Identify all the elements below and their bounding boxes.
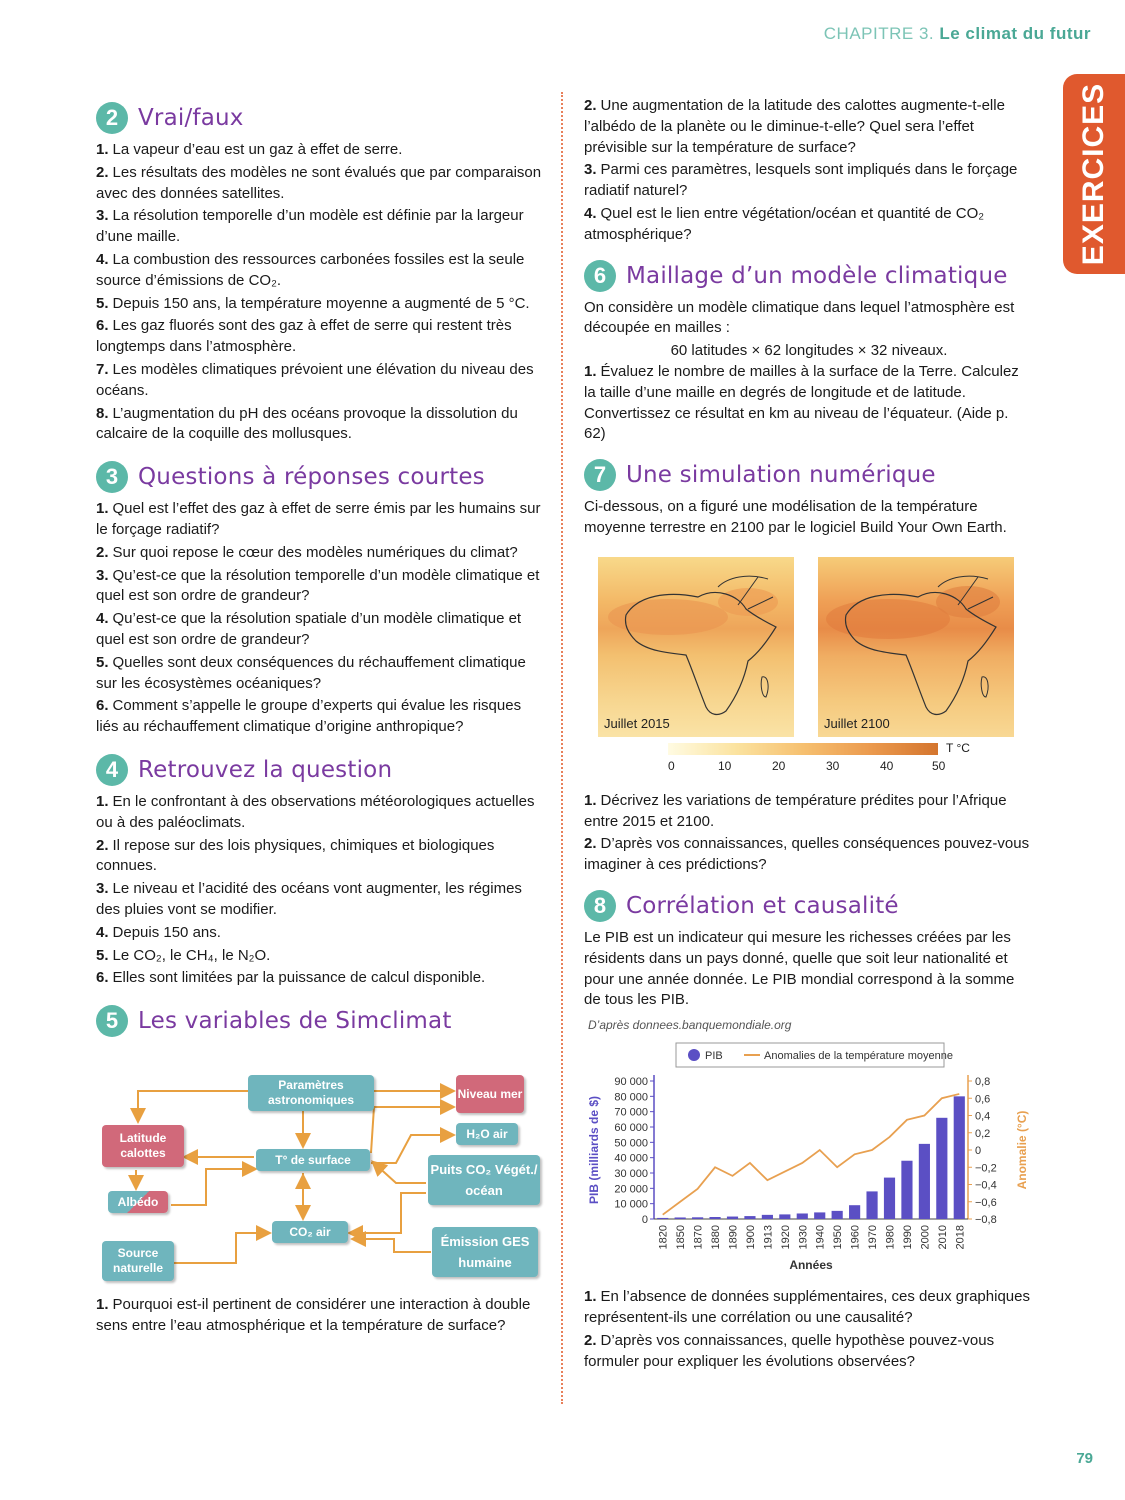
bar-pib xyxy=(657,1218,668,1219)
section-number-badge: 3 xyxy=(96,461,128,493)
africa-map-2015 xyxy=(598,557,794,737)
x-tick-label: 1880 xyxy=(710,1225,723,1250)
y-right-tick-label: −0,6 xyxy=(975,1196,997,1209)
section-2-list xyxy=(96,140,546,445)
bar-pib xyxy=(709,1217,720,1219)
list-item: 1. En l’absence de données supplémentaires, ces deux graphiques représentent-ils une corrélation ou une causalité? xyxy=(584,1288,1030,1326)
bar-pib xyxy=(936,1118,947,1219)
bar-pib xyxy=(849,1205,860,1219)
list-item: 2. Il repose sur des lois physiques, chimiques et biologiques connues. xyxy=(96,836,495,875)
legend-anomaly-label: Anomalies de la température moyenne xyxy=(764,1050,953,1063)
list-item: 3. Parmi ces paramètres, lesquels sont impliqués dans le forçage radiatif naturel? xyxy=(584,161,1018,200)
x-tick-label: 1850 xyxy=(675,1225,688,1250)
list-item: 2. D’après vos connaissances, quelles conséquences pouvez-vous imaginer à ces prédictions? xyxy=(584,835,1030,874)
section-title: Vrai/faux xyxy=(138,105,244,131)
arrow-puits-tsurf xyxy=(374,1163,426,1183)
section-number-badge: 6 xyxy=(584,260,616,292)
y-right-axis-label: Anomalie (°C) xyxy=(1015,1110,1029,1190)
scale-tick: 0 xyxy=(668,758,675,773)
list-item: 4. Depuis 150 ans. xyxy=(96,923,221,941)
arrow-source-co2 xyxy=(166,1233,268,1263)
x-tick-label: 2000 xyxy=(919,1225,932,1250)
bar-pib xyxy=(919,1144,930,1219)
scale-tick: 30 xyxy=(826,758,840,773)
bar-pib xyxy=(727,1217,738,1219)
y-left-tick-label: 10 000 xyxy=(614,1198,648,1211)
map-2100-label: Juillet 2100 xyxy=(824,715,890,731)
x-tick-label: 1980 xyxy=(884,1225,897,1250)
scale-unit: T °C xyxy=(946,740,970,755)
section-5-heading xyxy=(96,1005,546,1037)
exercices-tab-label: EXERCICES xyxy=(1077,82,1110,266)
section-title: Questions à réponses courtes xyxy=(138,464,485,491)
scale-tick: 10 xyxy=(718,758,732,773)
list-item: 4. Quel est le lien entre végétation/océan et quantité de CO₂ atmosphérique? xyxy=(584,204,985,243)
x-tick-label: 1913 xyxy=(762,1225,775,1250)
section-title: Maillage d’un modèle climatique xyxy=(626,262,1008,289)
simclimat-diagram xyxy=(96,1045,546,1285)
section-6-heading xyxy=(584,260,1034,292)
bar-pib xyxy=(762,1215,773,1219)
section-title: Corrélation et causalité xyxy=(626,892,899,919)
map-2015-label: Juillet 2015 xyxy=(604,715,670,731)
y-right-tick-label: 0,6 xyxy=(975,1093,991,1106)
section-5-continued-list xyxy=(584,96,1034,246)
list-item: 1. La vapeur d’eau est un gaz à effet de serre. xyxy=(96,141,403,158)
list-item: 2. Une augmentation de la latitude des calottes augmente-t-elle l’albédo de la planète ou le diminue-t-elle? Quel sera l’effet prévisible sur la température de surface? xyxy=(584,97,1005,156)
node-emission-ges: Émission GES humaine xyxy=(432,1227,538,1277)
x-tick-label: 1820 xyxy=(657,1225,670,1250)
scale-tick: 40 xyxy=(880,758,894,773)
temperature-maps xyxy=(584,549,1034,785)
section-7-heading xyxy=(584,459,1034,491)
section-6-intro: On considère un modèle climatique dans lequel l’atmosphère est découpée en mailles : xyxy=(584,298,1015,337)
x-tick-label: 1870 xyxy=(692,1225,705,1250)
list-item: 4. Qu’est-ce que la résolution spatiale d’un modèle climatique et quel est son ordre de grandeur? xyxy=(96,610,522,648)
list-item: 3. Le niveau et l’acidité des océans vont augmenter, les régimes des pluies vont se modifier. xyxy=(96,880,522,918)
node-niveau-mer: Niveau mer xyxy=(456,1075,524,1113)
africa-map-2100 xyxy=(818,557,1014,737)
map-juillet-2100 xyxy=(818,557,1014,737)
y-left-tick-label: 80 000 xyxy=(614,1091,648,1104)
bar-pib xyxy=(954,1096,965,1219)
list-item: 4. La combustion des ressources carbonées fossiles est la seule source d’émissions de CO₂. xyxy=(96,250,525,289)
y-left-tick-label: 90 000 xyxy=(614,1076,648,1089)
node-temperature-surface: T° de surface xyxy=(256,1149,370,1171)
exercices-tab xyxy=(1063,74,1125,274)
section-number-badge: 2 xyxy=(96,102,128,134)
bar-pib xyxy=(832,1211,843,1219)
x-tick-label: 1900 xyxy=(744,1225,757,1250)
section-6-formula: 60 latitudes × 62 longitudes × 32 niveaux. xyxy=(670,342,948,360)
left-column xyxy=(96,96,546,1339)
bar-pib xyxy=(814,1213,825,1220)
y-right-tick-label: 0,8 xyxy=(975,1076,991,1089)
list-item: 6. Les gaz fluorés sont des gaz à effet de serre qui restent très longtemps dans l’atmosphère. xyxy=(96,317,512,356)
bar-pib xyxy=(744,1216,755,1219)
y-right-tick-label: 0,4 xyxy=(975,1110,991,1123)
x-tick-label: 1920 xyxy=(779,1225,792,1250)
list-item: 6. Comment s’appelle le groupe d’experts qui évalue les risques liés au réchauffement climatique d’origine anthropique? xyxy=(96,697,522,736)
node-parametres-astronomiques: Paramètres astronomiques xyxy=(248,1075,374,1111)
section-3-list xyxy=(96,499,546,738)
scale-tick: 20 xyxy=(772,758,786,773)
chapter-header xyxy=(824,24,1091,44)
bar-pib xyxy=(797,1214,808,1220)
temperature-color-scale xyxy=(668,743,938,755)
line-anomaly xyxy=(663,1094,960,1215)
y-left-axis-label: PIB (milliards de $) xyxy=(587,1096,601,1205)
y-left-tick-label: 0 xyxy=(641,1214,648,1227)
section-2-heading xyxy=(96,102,546,134)
scale-tick: 50 xyxy=(932,758,946,773)
section-title: Une simulation numérique xyxy=(626,462,936,489)
pib-chart-svg xyxy=(584,1017,1034,1279)
right-column xyxy=(584,96,1034,1374)
chart-source: D’après donnees.banquemondiale.org xyxy=(588,1018,792,1033)
x-tick-label: 1970 xyxy=(867,1225,880,1250)
list-item: 5. Le CO₂, le CH₄, le N₂O. xyxy=(96,946,271,964)
list-item: 5. Quelles sont deux conséquences du réchauffement climatique sur les écosystèmes océaniques? xyxy=(96,653,526,692)
x-tick-label: 2018 xyxy=(954,1225,967,1250)
y-left-tick-label: 60 000 xyxy=(614,1122,648,1135)
node-latitude-calottes: Latitude calottes xyxy=(102,1125,184,1167)
node-h2o-air: H₂O air xyxy=(456,1123,518,1145)
section-8-heading xyxy=(584,890,1034,922)
arrow-emission-co2 xyxy=(354,1239,431,1252)
bar-pib xyxy=(901,1161,912,1219)
map-juillet-2015 xyxy=(598,557,794,737)
bar-pib xyxy=(692,1217,703,1219)
section-8-intro: Le PIB est un indicateur qui mesure les richesses créées par les résidents dans un pays donné, quelle que soit leur nationalité et pour une année donnée. Le PIB mondial correspond à la somme de tous les PIB. xyxy=(584,928,1015,1009)
y-right-tick-label: −0,2 xyxy=(975,1162,997,1175)
chapter-title: Le climat du futur xyxy=(939,24,1091,43)
x-tick-label: 1950 xyxy=(832,1225,845,1250)
y-right-tick-label: 0,2 xyxy=(975,1127,991,1140)
page-number: 79 xyxy=(1076,1450,1093,1467)
y-left-tick-label: 70 000 xyxy=(614,1106,648,1119)
x-tick-label: 1890 xyxy=(727,1225,740,1250)
y-left-tick-label: 40 000 xyxy=(614,1152,648,1165)
y-left-tick-label: 30 000 xyxy=(614,1168,648,1181)
list-item: 2. D’après vos connaissances, quelle hypothèse pouvez-vous formuler pour expliquer les évolutions observées? xyxy=(584,1331,995,1370)
list-item: 2. Sur quoi repose le cœur des modèles numériques du climat? xyxy=(96,543,518,561)
list-item: 6. Elles sont limitées par la puissance de calcul disponible. xyxy=(96,969,486,987)
y-left-tick-label: 50 000 xyxy=(614,1137,648,1150)
list-item: 1. En le confrontant à des observations météorologiques actuelles ou à des paléoclimats. xyxy=(96,792,535,831)
pib-chart xyxy=(584,1017,1034,1279)
list-item: 2. Les résultats des modèles ne sont évalués que par comparaison avec des données satellites. xyxy=(96,163,542,202)
list-item: 1. Pourquoi est-il pertinent de considérer une interaction à double sens entre l’eau atmosphérique et la température de surface? xyxy=(96,1296,531,1334)
arrow-param-latitude xyxy=(138,1091,248,1120)
bar-pib xyxy=(884,1178,895,1219)
chapter-label: CHAPITRE 3. xyxy=(823,24,935,43)
section-7-list xyxy=(584,791,1034,876)
node-co2-air: CO₂ air xyxy=(272,1221,348,1243)
column-divider xyxy=(561,92,563,1404)
section-title: Les variables de Simclimat xyxy=(138,1008,452,1035)
y-right-tick-label: 0 xyxy=(975,1145,982,1158)
list-item: 1. Décrivez les variations de température prédites pour l’Afrique entre 2015 et 2100. xyxy=(584,791,1007,830)
arrow-puits-co2 xyxy=(351,1193,426,1233)
arrow-tsurf-niveau xyxy=(371,1107,452,1153)
list-item: 1. Évaluez le nombre de mailles à la surface de la Terre. Calculez la taille d’une maille en degrés de longitude et de latitude. Convertissez ce résultat en km au niveau de l’équateur. (Aide p. 62) xyxy=(584,362,1019,443)
section-3-heading xyxy=(96,461,546,493)
y-right-tick-label: −0,4 xyxy=(975,1179,997,1192)
list-item: 7. Les modèles climatiques prévoient une élévation du niveau des océans. xyxy=(96,360,534,399)
section-7-intro: Ci-dessous, on a figuré une modélisation de la température moyenne terrestre en 2100 par le logiciel Build Your Own Earth. xyxy=(584,498,1007,536)
section-title: Retrouvez la question xyxy=(138,756,393,783)
y-left-tick-label: 20 000 xyxy=(614,1183,648,1196)
legend-pib-label: PIB xyxy=(705,1050,723,1063)
node-source-naturelle: Source naturelle xyxy=(102,1241,174,1281)
node-albedo: Albédo xyxy=(108,1191,168,1213)
section-number-badge: 4 xyxy=(96,754,128,786)
section-number-badge: 5 xyxy=(96,1005,128,1037)
list-item: 8. L’augmentation du pH des océans provoque la dissolution du calcaire de la coquille des mollusques. xyxy=(96,404,518,443)
x-tick-label: 2010 xyxy=(936,1225,949,1250)
bar-pib xyxy=(779,1215,790,1220)
bar-pib xyxy=(866,1192,877,1220)
x-tick-label: 1960 xyxy=(849,1225,862,1250)
y-right-tick-label: −0,8 xyxy=(975,1214,997,1227)
x-tick-label: 1990 xyxy=(901,1225,914,1250)
section-5-list xyxy=(96,1295,546,1337)
list-item: 3. Qu’est-ce que la résolution temporelle d’un modèle climatique et quel est son ordre de grandeur? xyxy=(96,566,540,605)
list-item: 5. Depuis 150 ans, la température moyenne a augmenté de 5 °C. xyxy=(96,294,530,312)
x-tick-label: 1940 xyxy=(814,1225,827,1250)
x-axis-label: Années xyxy=(789,1258,833,1273)
section-4-list xyxy=(96,792,546,989)
list-item: 3. La résolution temporelle d’un modèle est définie par la largeur d’une maille. xyxy=(96,207,524,246)
section-4-heading xyxy=(96,754,546,786)
list-item: 1. Quel est l’effet des gaz à effet de serre émis par les humains sur le forçage radiatif? xyxy=(96,500,541,538)
arrow-albedo-tsurf xyxy=(171,1169,254,1205)
section-number-badge: 7 xyxy=(584,459,616,491)
section-8-list xyxy=(584,1287,1034,1372)
section-number-badge: 8 xyxy=(584,890,616,922)
node-puits-co2: Puits CO₂ Végét./ océan xyxy=(428,1155,540,1205)
legend-pib-marker xyxy=(688,1049,700,1061)
x-tick-label: 1930 xyxy=(797,1225,810,1250)
bar-pib xyxy=(675,1218,686,1220)
